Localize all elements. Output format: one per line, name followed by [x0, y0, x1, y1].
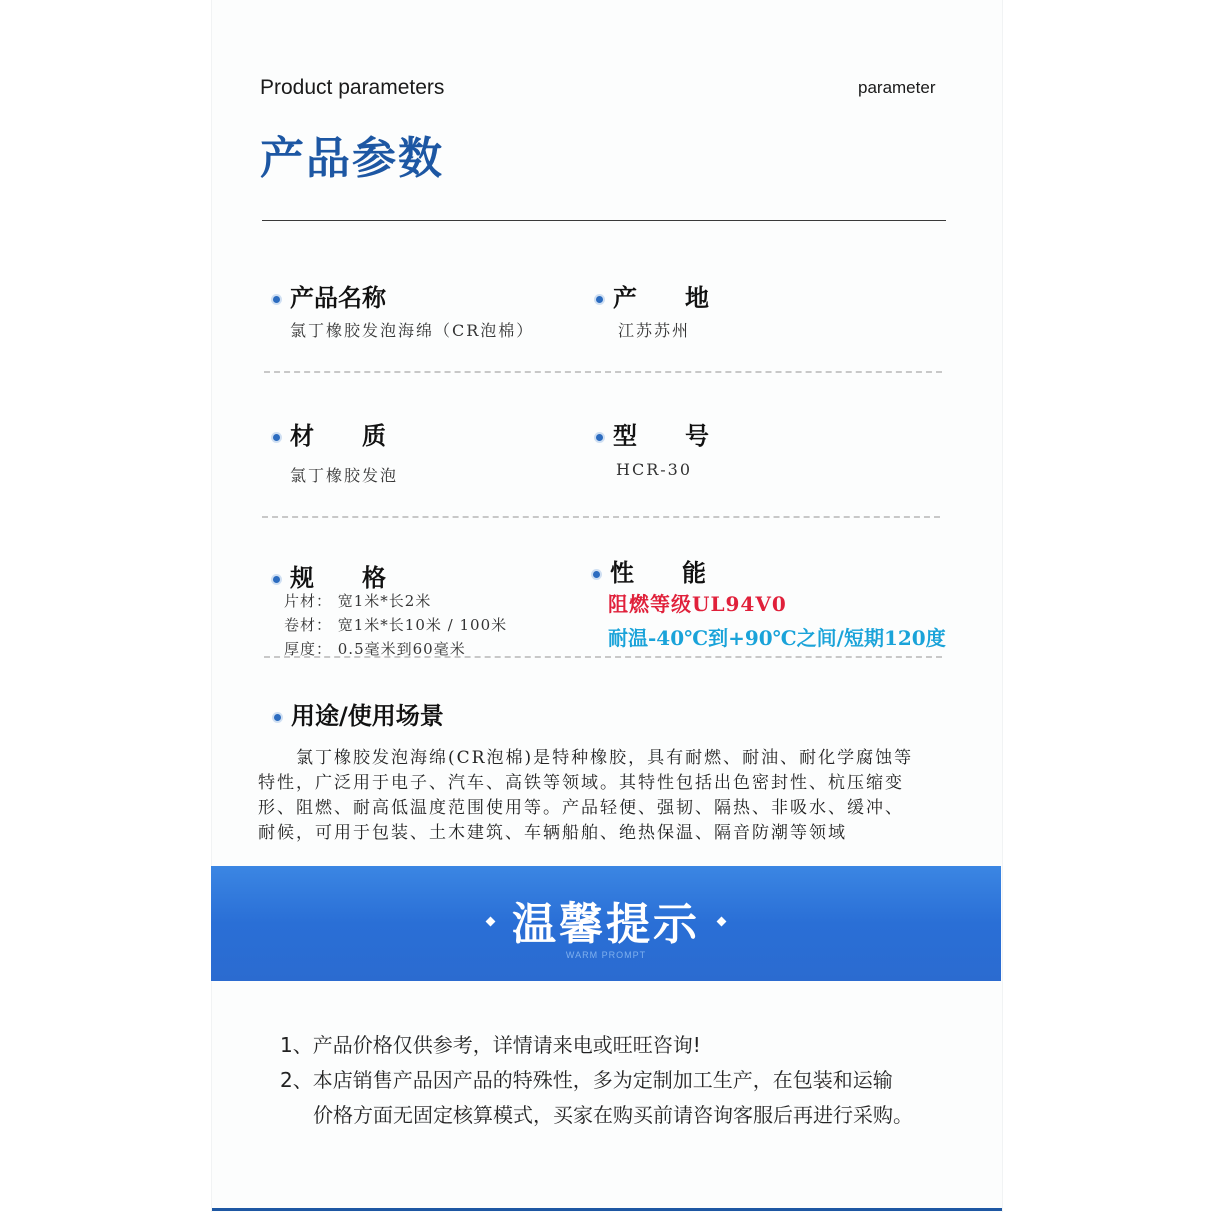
bullet-icon	[596, 296, 603, 303]
bullet-icon	[274, 714, 281, 721]
english-section-title: Product parameters	[260, 76, 445, 99]
row-divider	[264, 656, 942, 658]
bullet-icon	[596, 434, 603, 441]
param-spec-label: 规 格	[273, 558, 386, 593]
usage-text-line: 耐候，可用于包装、土木建筑、车辆船舶、绝热保温、隔音防潮等领域	[258, 823, 847, 843]
usage-text-line: 特性，广泛用于电子、汽车、高铁等领域。其特性包括出色密封性、杭压缩变	[258, 773, 904, 793]
param-model-value: HCR-30	[616, 460, 693, 479]
diamond-icon	[717, 916, 727, 926]
warm-prompt-title: 温馨提示	[211, 888, 1001, 952]
param-model-label: 型 号	[596, 416, 709, 451]
bullet-icon	[273, 576, 280, 583]
param-flame-rating: 阻燃等级UL94V0	[608, 592, 787, 616]
title-divider	[262, 220, 946, 221]
param-name-value: 氯丁橡胶发泡海绵（CR泡棉）	[290, 321, 535, 340]
row-divider	[262, 516, 940, 518]
tip-line-3: 价格方面无固定核算模式，买家在购买前请咨询客服后再进行采购。	[313, 1103, 913, 1127]
param-spec-roll: 卷材： 宽1米*长10米 / 100米	[284, 616, 508, 634]
bottom-border	[212, 1208, 1002, 1211]
param-spec-sheet: 片材： 宽1米*长2米	[284, 592, 432, 610]
param-origin-label: 产 地	[596, 278, 709, 313]
param-temperature-range: 耐温-40℃到+90℃之间/短期120度	[608, 626, 946, 650]
param-material-value: 氯丁橡胶发泡	[290, 466, 399, 485]
param-spec-thickness: 厚度： 0.5毫米到60毫米	[284, 640, 466, 658]
bullet-icon	[273, 434, 280, 441]
english-section-tag: parameter	[858, 78, 936, 97]
bullet-icon	[273, 296, 280, 303]
param-performance-label: 性 能	[593, 553, 706, 588]
page-title: 产品参数	[260, 133, 444, 184]
tip-line-2: 2、本店销售产品因产品的特殊性，多为定制加工生产，在包装和运输	[280, 1068, 893, 1092]
row-divider	[264, 371, 942, 373]
warm-prompt-banner	[211, 866, 1001, 981]
param-usage-label: 用途/使用场景	[274, 696, 444, 731]
param-name-label: 产品名称	[273, 278, 386, 313]
diamond-icon	[486, 916, 496, 926]
tip-line-1: 1、产品价格仅供参考，详情请来电或旺旺咨询!	[280, 1033, 701, 1057]
param-material-label: 材 质	[273, 416, 386, 451]
bullet-icon	[593, 571, 600, 578]
warm-prompt-subtitle: WARM PROMPT	[565, 950, 647, 960]
usage-text-line: 氯丁橡胶发泡海绵(CR泡棉)是特种橡胶，具有耐燃、耐油、耐化学腐蚀等	[258, 748, 914, 768]
param-origin-value: 江苏苏州	[618, 321, 691, 340]
usage-text-line: 形、阻燃、耐高低温度范围使用等。产品轻便、强韧、隔热、非吸水、缓冲、	[258, 798, 904, 818]
